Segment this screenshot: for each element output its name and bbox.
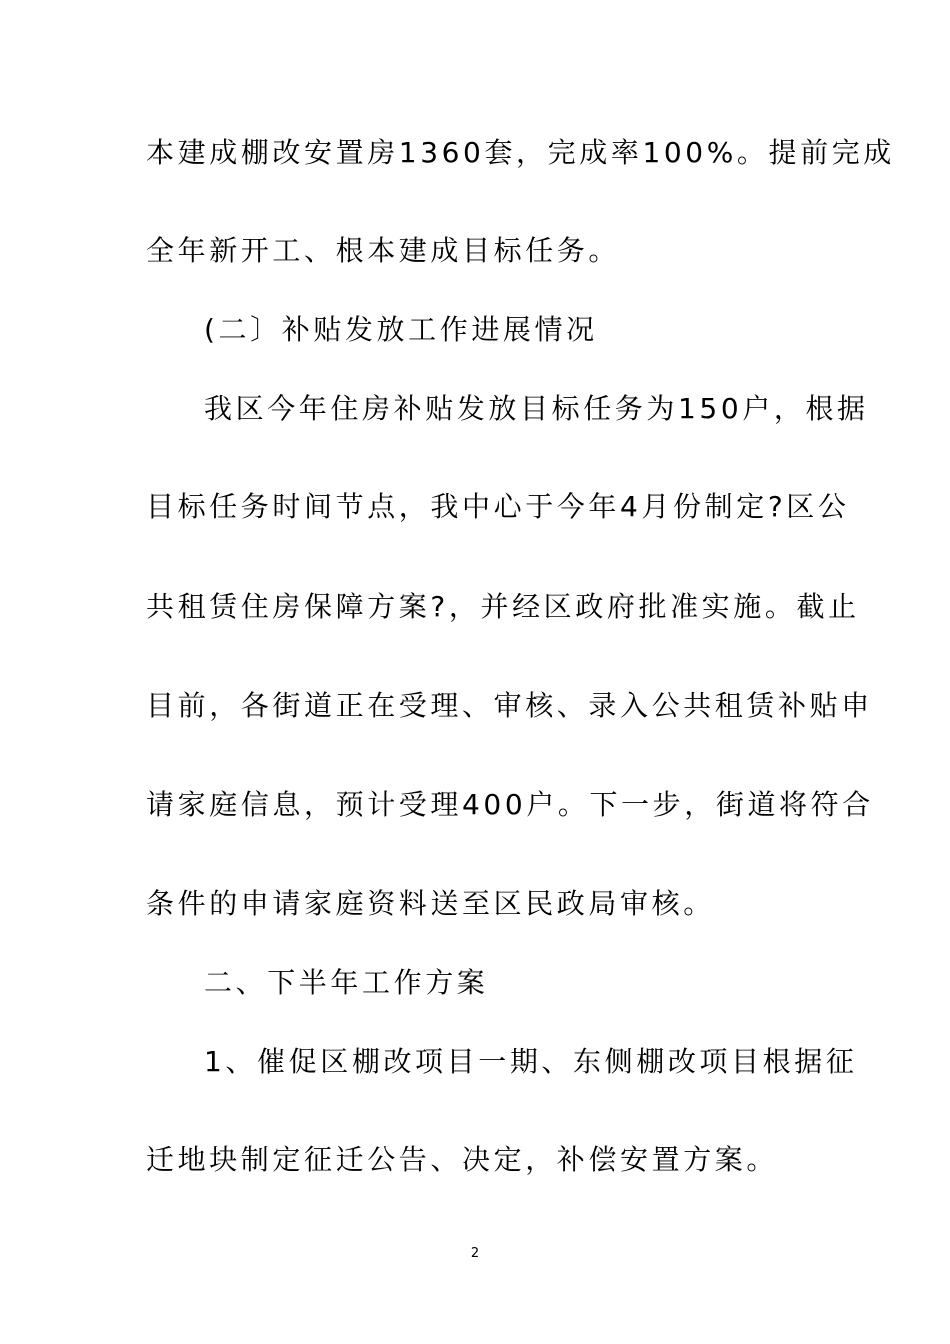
paragraph-line: 目标任务时间节点，我中心于今年4月份制定?区公 [146, 490, 850, 523]
paragraph-line: 全年新开工、根本建成目标任务。 [146, 234, 621, 267]
page-number: 2 [470, 1246, 480, 1261]
paragraph-line: 本建成棚改安置房1360套，完成率100%。提前完成 [146, 136, 895, 169]
paragraph-line: 1、催促区棚改项目一期、东侧棚改项目根据征 [204, 1045, 858, 1078]
paragraph-line: 条件的申请家庭资料送至区民政局审核。 [146, 887, 715, 920]
section-heading: 二、下半年工作方案 [204, 966, 489, 999]
paragraph-line: 请家庭信息，预计受理400户。下一步，街道将符合 [146, 788, 874, 821]
paragraph-line: 迁地块制定征迁公告、决定，补偿安置方案。 [146, 1143, 779, 1176]
paragraph-line: 目前，各街道正在受理、审核、录入公共租赁补贴申 [146, 689, 873, 722]
paragraph-line: 共租赁住房保障方案?，并经区政府批准实施。截止 [146, 590, 860, 623]
paragraph-line: 我区今年住房补贴发放目标任务为150户，根据 [204, 392, 869, 425]
section-heading: (二〕补贴发放工作进展情况 [204, 313, 598, 346]
